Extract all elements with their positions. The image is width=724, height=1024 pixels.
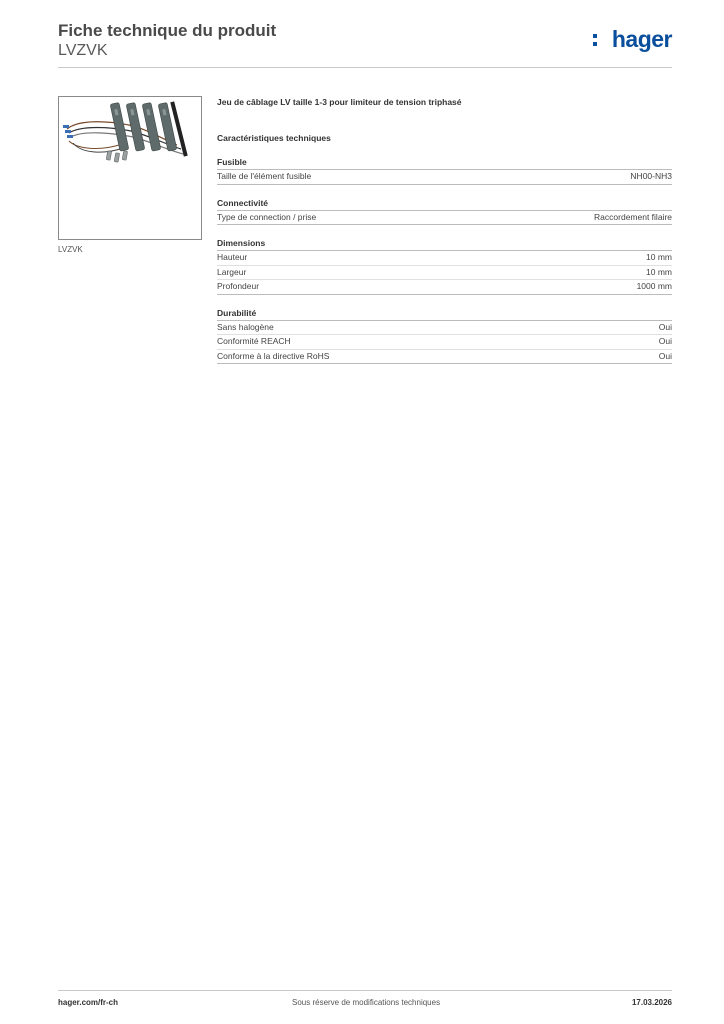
- logo-dots-icon: [593, 34, 598, 50]
- logo-text: hager: [611, 26, 672, 52]
- spec-label: Type de connection / prise: [217, 211, 317, 222]
- spec-value: 1000 mm: [636, 281, 672, 291]
- spec-row: [217, 321, 672, 336]
- spec-value: 10 mm: [646, 266, 672, 277]
- header: [58, 20, 672, 60]
- hager-logo: [592, 28, 672, 54]
- spec-row: [217, 335, 672, 350]
- spec-group-title: Dimensions: [217, 237, 672, 251]
- spec-row: [217, 266, 672, 281]
- footer-notice: Sous réserve de modifications techniques: [292, 998, 441, 1007]
- specs-heading: Caractéristiques techniques: [217, 133, 331, 143]
- footer-divider: [58, 990, 672, 991]
- product-description: Jeu de câblage LV taille 1-3 pour limiteur de tension triphasé: [217, 97, 462, 107]
- header-divider: [58, 67, 672, 68]
- spec-group-title: Fusible: [217, 156, 672, 170]
- spec-label: Hauteur: [217, 252, 248, 262]
- footer-date: 17.03.2026: [631, 998, 672, 1007]
- footer-website-link[interactable]: hager.com/fr-ch: [58, 998, 119, 1007]
- spec-row: [217, 211, 672, 226]
- spec-row: [217, 350, 672, 365]
- spec-group-title: Durabilité: [217, 307, 672, 321]
- spec-label: Taille de l'élément fusible: [217, 171, 312, 181]
- product-image: [58, 96, 202, 240]
- spec-value: NH00-NH3: [630, 171, 672, 181]
- spec-value: Oui: [658, 321, 672, 332]
- spec-row: [217, 251, 672, 266]
- document-title: Fiche technique du produit: [58, 21, 277, 40]
- spec-content: [217, 96, 672, 364]
- spec-value: Oui: [658, 336, 672, 346]
- spec-label: Conformité REACH: [217, 336, 291, 346]
- image-caption: LVZVK: [58, 245, 83, 254]
- spec-label: Sans halogène: [217, 321, 274, 332]
- spec-group-durabilite: [217, 307, 672, 365]
- spec-group-title: Connectivité: [217, 197, 672, 211]
- product-reference: LVZVK: [58, 42, 108, 59]
- spec-row: [217, 280, 672, 295]
- spec-value: Raccordement filaire: [594, 211, 672, 222]
- spec-group-connectivite: [217, 197, 672, 226]
- wiring-kit-illustration-icon: [59, 97, 201, 239]
- spec-label: Profondeur: [217, 281, 260, 291]
- spec-label: Largeur: [217, 266, 247, 277]
- spec-label: Conforme à la directive RoHS: [217, 350, 330, 361]
- spec-value: 10 mm: [646, 252, 672, 262]
- spec-row: [217, 170, 672, 185]
- spec-group-dimensions: [217, 237, 672, 295]
- spec-group-fusible: [217, 156, 672, 185]
- spec-value: Oui: [658, 350, 672, 361]
